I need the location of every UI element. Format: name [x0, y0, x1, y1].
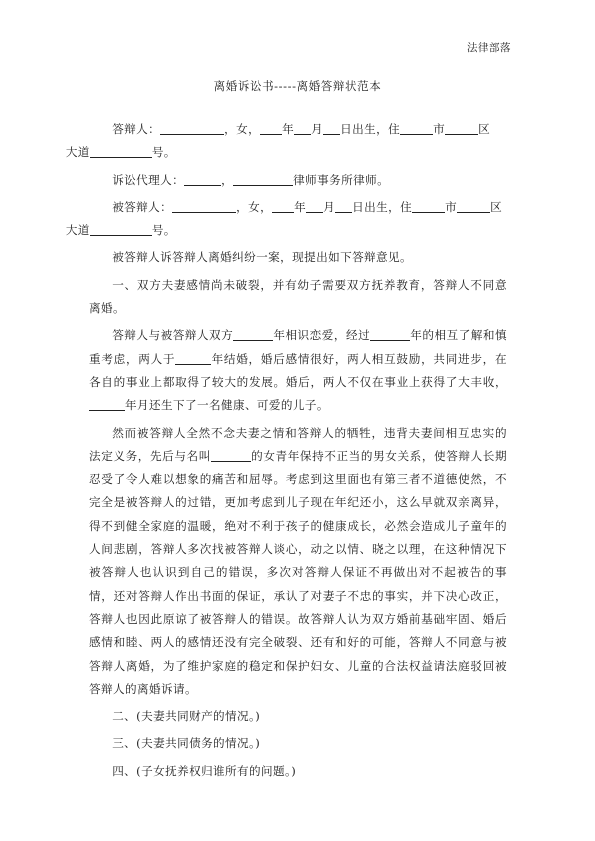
text: 月: [311, 122, 324, 136]
blank-city: [400, 121, 433, 135]
blank-years: [370, 327, 410, 341]
text: 区: [478, 122, 491, 136]
label-plaintiff: 被答辩人：: [112, 199, 173, 214]
blank-month: [306, 199, 323, 213]
text: 律师事务所律师。: [293, 172, 390, 187]
text: 年结婚，婚后感情很好，两人相互鼓励，共同进步，在各自的事业上都取得了较大的发展。婚后，两人不仅在事业上获得了大丰收，: [89, 351, 507, 389]
text: 年: [294, 199, 307, 214]
blank-city: [412, 199, 445, 213]
intro-paragraph: 被答辩人诉答辩人离婚纠纷一案，现提出如下答辩意见。: [112, 250, 413, 265]
blank-month: [294, 121, 311, 135]
plaintiff-info: [65, 196, 507, 243]
respondent-info: [65, 118, 507, 165]
blank-day: [335, 199, 352, 213]
point-four: 四、(子女抚养权归谁所有的问题。): [112, 763, 297, 778]
text: 年: [282, 122, 295, 136]
blank-street: [90, 144, 152, 158]
text: ，: [221, 172, 234, 187]
blank-agent-name: [184, 172, 221, 186]
blank-district: [457, 199, 490, 213]
document-title: 离婚诉讼书-----离婚答辩状范本: [213, 79, 382, 93]
blank-district: [445, 121, 478, 135]
text: 年相识恋爱，经过: [273, 328, 371, 343]
blank-day: [323, 121, 340, 135]
text: 年月还生下了一名健康、可爱的儿子。: [125, 398, 329, 413]
blank-year: [175, 351, 211, 365]
label-agent: 诉讼代理人：: [112, 172, 185, 187]
blank-name: [172, 199, 236, 213]
text: 大道: [65, 223, 90, 238]
point-one: 一、双方夫妻感情尚未破裂，并有幼子需要双方抚养教育，答辩人不同意离婚。: [89, 277, 507, 316]
text: ，女，: [236, 199, 273, 214]
text: 日出生，住: [352, 199, 413, 214]
text: 的女青年保持不正当的男女关系，使答辩人长期忍受了令人难以想象的痛苦和屈辱。考虑到这里面也有第三者不道德使然，不完全是被答辩人的过错，更加考虑到儿子现在年纪还小，这么早就双亲离异，得不到健全家庭的温暖，绝对不利于孩子的健康成长，必然会造成儿子童年的人间悲剧，答辩人多次找被答辩人谈心，动之以情、晓之以理，在这种情况下被答辩人也认识到自己的错误，多次对答辩人保证不再做出对不起被告的事情，还对答辩人作出书面的保证，承认了对妻子不忠的事实，并下决心改正，答辩人也因此原谅了被答辩人的错误。故答辩人认为双方婚前基础牢固、婚后感情和睦、两人的感情还没有完全破裂、还有和好的可能，答辩人不同意与被答辩人离婚，为了维护家庭的稳定和保护妇女、儿童的合法权益请法庭驳回被答辩人的离婚诉请。: [89, 448, 507, 696]
text: 日出生，住: [340, 122, 401, 136]
blank-firm: [233, 172, 293, 186]
text: 市: [433, 122, 446, 136]
argument-paragraph: [89, 422, 507, 702]
text: 月: [323, 199, 336, 214]
text: ，女，: [224, 122, 261, 136]
text: 然而被答辩人全然不念夫妻之情和答辩人的牺牲，违背夫妻间相互忠实的法定义务，先后与名叫: [89, 425, 507, 463]
label-respondent: 答辩人：: [112, 122, 161, 136]
point-three: 三、(夫妻共同债务的情况。): [112, 736, 261, 751]
text: 号。: [151, 145, 176, 160]
text: 号。: [151, 223, 176, 238]
text: 市: [445, 199, 458, 214]
document-body: [65, 118, 507, 787]
blank-name: [211, 448, 251, 462]
blank-year: [272, 199, 294, 213]
blank-year: [233, 327, 273, 341]
blank-name: [160, 121, 224, 135]
agent-info: [89, 169, 507, 192]
blank-street: [90, 222, 152, 236]
blank-year: [89, 397, 125, 411]
text: 答辩人与被答辩人双方: [112, 328, 234, 343]
text: 区: [490, 199, 503, 214]
point-two: 二、(夫妻共同财产的情况。): [112, 709, 261, 724]
text: 年的相互了解和慎重考虑，两人于: [89, 328, 507, 366]
text: 大道: [65, 145, 90, 160]
background-paragraph: [89, 324, 507, 417]
blank-year: [260, 121, 282, 135]
header-brand: 法律部落: [467, 42, 511, 54]
